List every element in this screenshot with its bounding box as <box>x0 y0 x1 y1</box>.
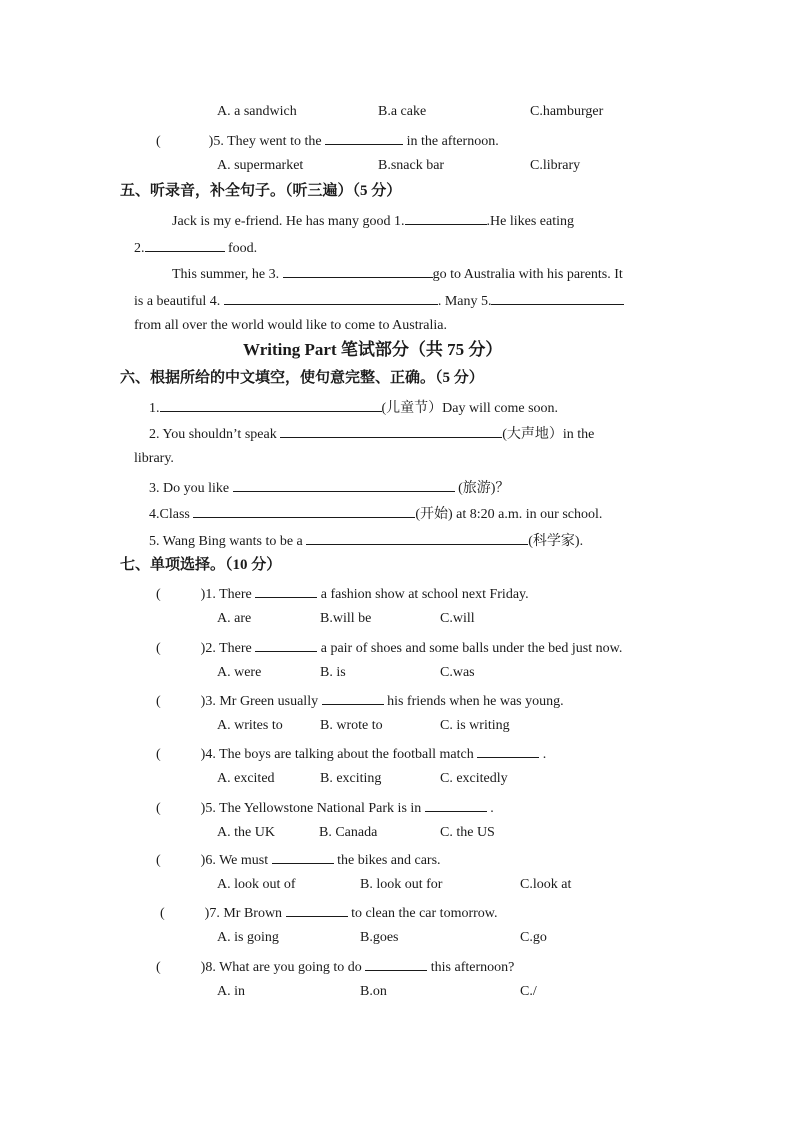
mc-q8-option-b: B.on <box>360 984 387 999</box>
answer-paren[interactable]: ( <box>156 853 161 868</box>
section5-line3: This summer, he 3. go to Australia with his parents. It <box>172 263 623 284</box>
q5-option-b: B.snack bar <box>378 158 445 173</box>
mc-question-7: ( )7. Mr Brown to clean the car tomorrow. <box>160 902 497 923</box>
mc-q6-option-a: A. look out of <box>217 877 296 892</box>
writing-part-title: Writing Part 笔试部分（共 75 分） <box>243 340 503 359</box>
mc-q5-option-b: B. Canada <box>319 825 378 840</box>
mc-q5-option-a: A. the UK <box>217 825 275 840</box>
mc-question-2: ( )2. There a pair of shoes and some balls under the bed just now. <box>156 637 622 658</box>
answer-blank[interactable] <box>286 902 348 917</box>
answer-blank[interactable] <box>425 797 487 812</box>
answer-blank[interactable] <box>272 849 334 864</box>
answer-paren[interactable]: ( <box>156 960 161 975</box>
answer-blank[interactable] <box>160 397 382 412</box>
listening-q5: ( )5. They went to the in the afternoon. <box>156 130 499 151</box>
answer-paren: ( <box>156 134 161 149</box>
mc-q7-option-b: B.goes <box>360 930 399 945</box>
mc-question-8: ( )8. What are you going to do this afternoon? <box>156 956 514 977</box>
mc-q8-option-c: C./ <box>520 984 537 999</box>
q5-option-a: A. supermarket <box>217 158 304 173</box>
answer-blank[interactable] <box>255 583 317 598</box>
section5-heading: 五、听录音，补全句子。（听三遍）（5 分） <box>120 183 402 199</box>
answer-blank[interactable] <box>145 237 225 252</box>
section6-q3: 3. Do you like (旅游)？ <box>149 477 509 498</box>
section7-heading: 七、单项选择。（10 分） <box>120 557 282 573</box>
mc-question-1: ( )1. There a fashion show at school next Friday. <box>156 583 529 604</box>
answer-blank[interactable] <box>233 477 455 492</box>
answer-blank[interactable] <box>322 690 384 705</box>
mc-q5-option-c: C. the US <box>440 825 495 840</box>
answer-blank[interactable] <box>283 263 433 278</box>
q4-option-c: C.hamburger <box>530 104 604 119</box>
mc-question-4: ( )4. The boys are talking about the football match . <box>156 743 546 764</box>
q4-option-a: A. a sandwich <box>217 104 297 119</box>
mc-q1-option-a: A. are <box>217 611 252 626</box>
mc-q4-option-a: A. excited <box>217 771 275 786</box>
answer-paren[interactable]: ( <box>156 641 161 656</box>
answer-blank[interactable] <box>405 210 487 225</box>
mc-q8-option-a: A. in <box>217 984 245 999</box>
mc-question-5: ( )5. The Yellowstone National Park is in . <box>156 797 494 818</box>
mc-q3-option-a: A. writes to <box>217 718 283 733</box>
answer-paren[interactable]: ( <box>156 587 161 602</box>
mc-q3-option-c: C. is writing <box>440 718 510 733</box>
mc-q2-option-b: B. is <box>320 665 346 680</box>
answer-blank[interactable] <box>477 743 539 758</box>
mc-q4-option-b: B. exciting <box>320 771 382 786</box>
section5-line5: from all over the world would like to come to Australia. <box>134 318 447 333</box>
mc-q7-option-a: A. is going <box>217 930 279 945</box>
mc-q7-option-c: C.go <box>520 930 547 945</box>
answer-blank[interactable] <box>306 530 528 545</box>
section6-heading: 六、根据所给的中文填空，使句意完整、正确。（5 分） <box>120 370 484 386</box>
section6-q4: 4.Class (开始) at 8:20 a.m. in our school. <box>149 503 602 524</box>
mc-q4-option-c: C. excitedly <box>440 771 508 786</box>
section5-line2: 2. food. <box>134 237 257 258</box>
mc-q6-option-c: C.look at <box>520 877 572 892</box>
mc-q6-option-b: B. look out for <box>360 877 443 892</box>
section6-q1: 1. (儿童节）Day will come soon. <box>149 397 558 418</box>
answer-blank[interactable] <box>280 423 502 438</box>
answer-blank[interactable] <box>224 290 438 305</box>
section5-line1: Jack is my e-friend. He has many good 1. .He likes eating <box>172 210 574 231</box>
answer-blank[interactable] <box>325 130 403 145</box>
mc-q2-option-c: C.was <box>440 665 475 680</box>
mc-question-6: ( )6. We must the bikes and cars. <box>156 849 441 870</box>
section6-q5: 5. Wang Bing wants to be a (科学家). <box>149 530 583 551</box>
answer-blank[interactable] <box>193 503 415 518</box>
answer-paren[interactable]: ( <box>156 747 161 762</box>
mc-q2-option-a: A. were <box>217 665 262 680</box>
mc-q3-option-b: B. wrote to <box>320 718 383 733</box>
answer-blank[interactable] <box>365 956 427 971</box>
mc-question-3: ( )3. Mr Green usually his friends when he was young. <box>156 690 564 711</box>
answer-blank[interactable] <box>491 290 624 305</box>
q5-option-c: C.library <box>530 158 581 173</box>
section6-q2-cont: library. <box>134 451 174 466</box>
answer-paren[interactable]: ( <box>156 694 161 709</box>
answer-paren[interactable]: ( <box>160 906 165 921</box>
section6-q2: 2. You shouldn’t speak (大声地）in the <box>149 423 594 444</box>
mc-q1-option-c: C.will <box>440 611 475 626</box>
answer-paren[interactable]: ( <box>156 801 161 816</box>
q4-option-b: B.a cake <box>378 104 427 119</box>
mc-q1-option-b: B.will be <box>320 611 372 626</box>
answer-blank[interactable] <box>255 637 317 652</box>
section5-line4: is a beautiful 4. . Many 5. <box>134 290 624 311</box>
